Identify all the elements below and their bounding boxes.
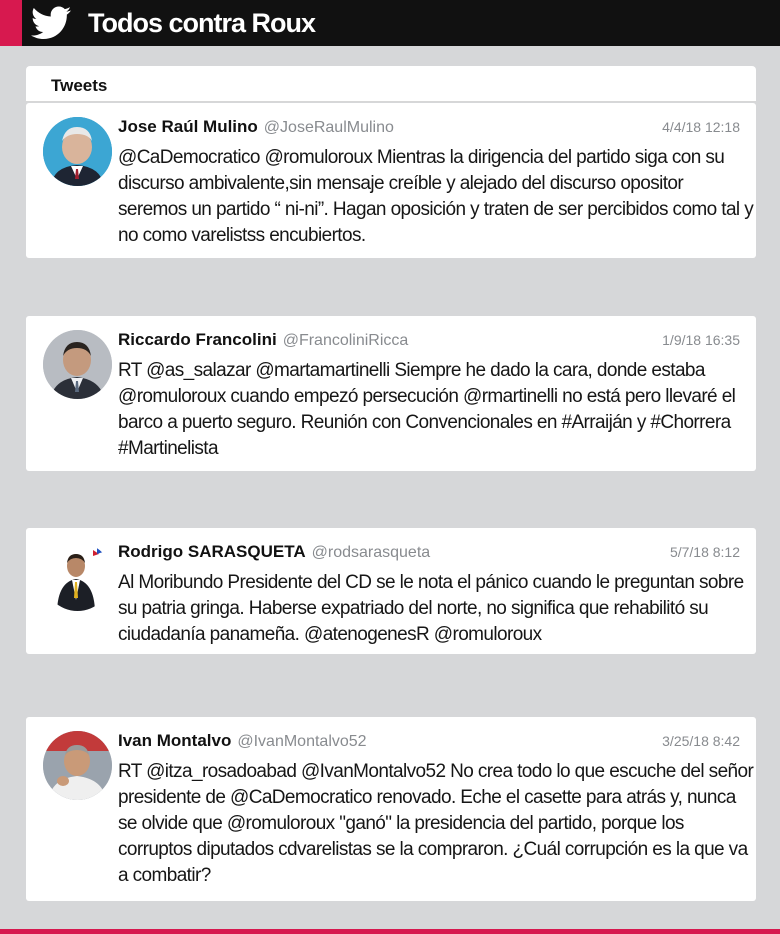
timeline-label: Tweets <box>51 76 108 95</box>
header-bar <box>0 0 780 46</box>
tweet-card[interactable] <box>26 528 756 654</box>
tweet-card[interactable] <box>26 103 756 258</box>
author-name[interactable]: Ivan Montalvo <box>118 731 232 750</box>
tweet-text: Al Moribundo Presidente del CD se le nota el pánico cuando le preguntan sobre su patria gringa. Haberse expatriado del norte, no significa que rehabilitó su ciudadanía panameña. @atenogenesR @romuloroux <box>118 572 744 645</box>
twitter-bird-icon <box>31 6 71 40</box>
timeline-header <box>26 66 756 102</box>
footer-accent-line <box>0 929 780 934</box>
avatar[interactable] <box>43 117 112 186</box>
divider <box>26 101 756 102</box>
author-name[interactable]: Riccardo Francolini <box>118 330 277 349</box>
author-handle[interactable]: @IvanMontalvo52 <box>237 733 367 750</box>
tweet-timestamp[interactable]: 5/7/18 8:12 <box>669 544 740 560</box>
tweet-timestamp[interactable]: 4/4/18 12:18 <box>662 119 740 135</box>
tweet-author[interactable] <box>118 117 394 137</box>
tweet-card[interactable] <box>26 717 756 901</box>
author-handle[interactable]: @JoseRaulMulino <box>263 119 394 136</box>
tweet-text: RT @itza_rosadoabad @IvanMontalvo52 No crea todo lo que escuche del señor presidente de @CaDemocratico renovado. Eche el casette para atrás y, nunca se olvide que @romuloroux "ganó" la presidencia del partido, porque los corruptos diputados cdvarelistas se la compraron. ¿Cuál corrupción es la que va a combatir? <box>118 761 754 886</box>
page-title: Todos contra Roux <box>88 8 316 38</box>
tweet-author[interactable] <box>118 542 430 562</box>
avatar[interactable] <box>43 542 112 611</box>
author-handle[interactable]: @FrancoliniRicca <box>282 332 409 349</box>
tweet-text: RT @as_salazar @martamartinelli Siempre he dado la cara, donde estaba @romuloroux cuando empezó persecución @rmartinelli no está pero llevaré el barco a puerto seguro. Reunión con Convencionales en #Arraiján y #Chorrera #Martinelista <box>118 360 736 459</box>
author-name[interactable]: Rodrigo SARASQUETA <box>118 542 306 561</box>
tweet-timestamp[interactable]: 3/25/18 8:42 <box>662 733 740 749</box>
header-accent <box>0 0 22 46</box>
author-handle[interactable]: @rodsarasqueta <box>311 544 431 561</box>
tweet-text: @CaDemocratico @romuloroux Mientras la dirigencia del partido siga con su discurso ambivalente,sin mensaje creíble y alejado del discurso opositor seremos un partido “ ni-ni”. Hagan oposición y traten de ser percibidos como tal y no como varelistss encubiertos. <box>118 147 754 246</box>
avatar[interactable] <box>43 330 112 399</box>
tweet-timestamp[interactable]: 1/9/18 16:35 <box>662 332 740 348</box>
avatar[interactable] <box>43 731 112 800</box>
tweet-author[interactable] <box>118 731 367 751</box>
tweet-author[interactable] <box>118 330 408 350</box>
author-name[interactable]: Jose Raúl Mulino <box>118 117 258 136</box>
tweet-card[interactable] <box>26 316 756 471</box>
